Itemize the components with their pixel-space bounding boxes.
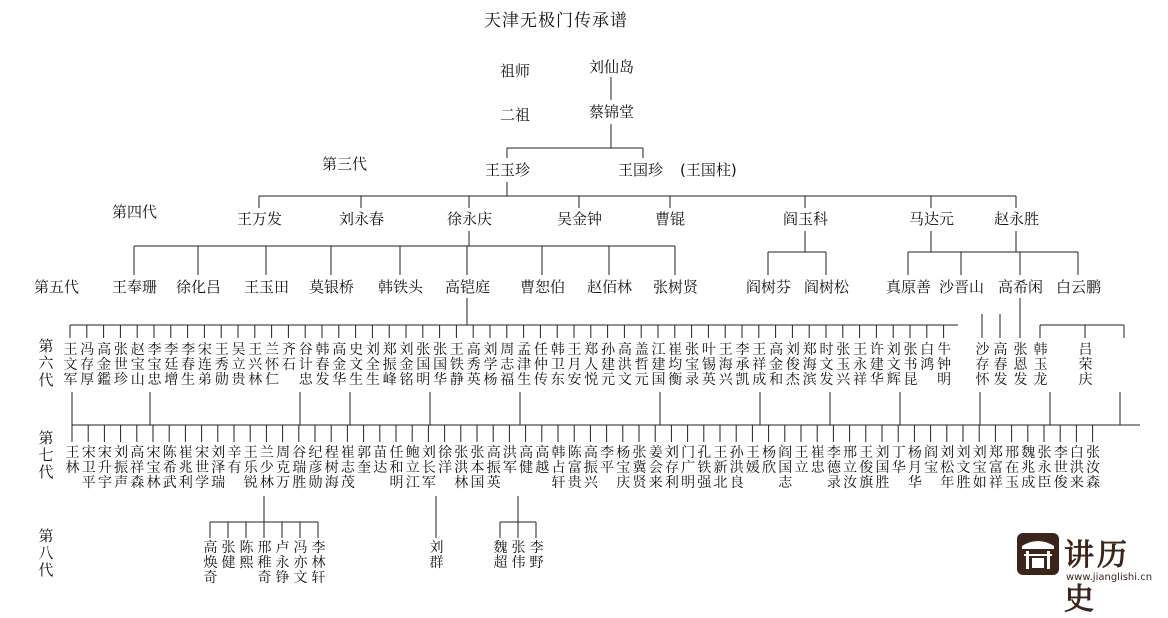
member-name: 魏兆成 xyxy=(1021,445,1036,491)
member-name: 杨宝庆 xyxy=(616,445,631,491)
gen3-member: 王玉珍 xyxy=(485,161,531,179)
member-name: 王永祥 xyxy=(853,342,868,388)
member-name: 郭奎 xyxy=(357,445,372,476)
member-name: 李德录 xyxy=(826,445,841,491)
label-fifth: 第五代 xyxy=(34,278,80,296)
member-name: 阎国志 xyxy=(778,445,793,491)
gen5-member: 莫银桥 xyxy=(309,278,355,296)
gen4-member: 王万发 xyxy=(237,210,283,228)
member-name: 王铁静 xyxy=(449,342,464,388)
member-name: 陈熙 xyxy=(239,540,254,571)
member-name: 李宝忠 xyxy=(147,342,162,388)
member-name: 王俊旗 xyxy=(859,445,874,491)
member-name: 张恩发 xyxy=(1013,342,1028,388)
member-name: 张汝森 xyxy=(1086,445,1101,491)
member-name: 杨月华 xyxy=(907,445,922,491)
member-name: 孟津生 xyxy=(517,342,532,388)
member-name: 陈富贵 xyxy=(567,445,582,491)
member-name: 任仲传 xyxy=(533,342,548,388)
member-name: 吕荣庆 xyxy=(1078,342,1093,388)
member-name: 吴立贵 xyxy=(231,342,246,388)
member-name: 刘泽瑞 xyxy=(211,445,226,491)
gen4-member: 吴金钟 xyxy=(557,210,603,228)
gen4-member: 赵永胜 xyxy=(994,210,1040,228)
member-name: 刘振声 xyxy=(114,445,129,491)
member-name: 邢立汝 xyxy=(843,445,858,491)
founder-name: 刘仙岛 xyxy=(589,58,635,76)
member-name: 冯亦文 xyxy=(293,540,308,586)
member-name: 崔兆利 xyxy=(178,445,193,491)
member-name: 苗达 xyxy=(373,445,388,476)
member-name: 王媛 xyxy=(745,445,760,476)
label-sixth: 第六代 xyxy=(38,337,54,389)
member-name: 李林轩 xyxy=(311,540,326,586)
member-name: 高金鑑 xyxy=(97,342,112,388)
member-name: 徐洋 xyxy=(438,445,453,476)
member-name: 齐石 xyxy=(281,342,296,373)
member-name: 张洪林 xyxy=(454,445,469,491)
member-name: 周克万 xyxy=(276,445,291,491)
member-name: 沙存怀 xyxy=(975,342,990,388)
member-name: 时文发 xyxy=(819,342,834,388)
member-name: 白洪来 xyxy=(1069,445,1084,491)
member-name: 盖哲元 xyxy=(634,342,649,388)
member-name: 高洪文 xyxy=(617,342,632,388)
gen4-member: 曹锟 xyxy=(655,210,686,228)
member-name: 张冀贤 xyxy=(632,445,647,491)
member-name: 高金华 xyxy=(332,342,347,388)
gen5-member: 王玉田 xyxy=(244,278,290,296)
member-name: 高祥森 xyxy=(130,445,145,491)
member-name: 高金和 xyxy=(769,342,784,388)
gen4-member: 阎玉科 xyxy=(783,210,829,228)
member-name: 陈希武 xyxy=(162,445,177,491)
member-name: 王兴林 xyxy=(248,342,263,388)
member-name: 李春生 xyxy=(181,342,196,388)
member-name: 郑振峰 xyxy=(382,342,397,388)
member-name: 叶锡英 xyxy=(701,342,716,388)
gen5-member: 曹恕伯 xyxy=(520,278,566,296)
member-name: 高春发 xyxy=(993,342,1008,388)
member-name: 张国明 xyxy=(416,342,431,388)
member-name: 崔均衡 xyxy=(668,342,683,388)
member-name: 韩卫东 xyxy=(550,342,565,388)
member-name: 纪彦勋 xyxy=(308,445,323,491)
member-name: 辛有 xyxy=(227,445,242,476)
member-name: 王秀勋 xyxy=(214,342,229,388)
member-name: 刘松年 xyxy=(940,445,955,491)
member-name: 崔志茂 xyxy=(340,445,355,491)
member-name: 刘长军 xyxy=(421,445,436,491)
member-name: 张本国 xyxy=(470,445,485,491)
gen5-member: 阎树松 xyxy=(804,278,850,296)
gen5-member: 赵佰林 xyxy=(587,278,633,296)
member-name: 张玉兴 xyxy=(836,342,851,388)
member-name: 王新北 xyxy=(713,445,728,491)
gen3-alias: (王国柱) xyxy=(680,161,737,179)
member-name: 孔铁强 xyxy=(697,445,712,491)
second-patriarch-name: 蔡锦堂 xyxy=(589,103,635,121)
member-name: 郑人悦 xyxy=(584,342,599,388)
member-name: 高振兴 xyxy=(583,445,598,491)
gen4-member: 徐永庆 xyxy=(447,210,493,228)
member-name: 谷瑞胜 xyxy=(292,445,307,491)
member-name: 王祥成 xyxy=(752,342,767,388)
gen5-member: 高希闲 xyxy=(998,278,1044,296)
member-name: 程树海 xyxy=(324,445,339,491)
member-name: 张伟 xyxy=(511,540,526,571)
gen5-member: 王奉珊 xyxy=(112,278,158,296)
member-name: 赵宝山 xyxy=(130,342,145,388)
member-name: 刘金铭 xyxy=(399,342,414,388)
member-name: 宋卫平 xyxy=(81,445,96,491)
member-name: 孙洪良 xyxy=(729,445,744,491)
member-name: 王林 xyxy=(65,445,80,476)
member-name: 刘国胜 xyxy=(875,445,890,491)
gen5-member: 阎树芬 xyxy=(746,278,792,296)
label-seventh: 第七代 xyxy=(38,429,54,481)
member-name: 高健 xyxy=(519,445,534,476)
member-name: 宋宝林 xyxy=(146,445,161,491)
member-name: 韩玉龙 xyxy=(1033,342,1048,388)
member-name: 高焕奇 xyxy=(203,540,218,586)
gen5-member: 沙晋山 xyxy=(939,278,985,296)
member-name: 李承凯 xyxy=(735,342,750,388)
gen5-member: 白云鹏 xyxy=(1056,278,1102,296)
gen4-member: 马达元 xyxy=(909,210,955,228)
member-name: 鲍立江 xyxy=(405,445,420,491)
member-name: 邢稚奇 xyxy=(257,540,272,586)
member-name: 韩占轩 xyxy=(551,445,566,491)
member-name: 宋升宇 xyxy=(97,445,112,491)
member-name: 阎宝 xyxy=(924,445,939,476)
member-name: 兰怀仁 xyxy=(265,342,280,388)
member-name: 许建华 xyxy=(869,342,884,388)
gen3-member: 王国珍 xyxy=(618,161,664,179)
member-name: 任和明 xyxy=(389,445,404,491)
member-name: 张国华 xyxy=(433,342,448,388)
gen5-member: 徐化吕 xyxy=(176,278,222,296)
member-name: 江建国 xyxy=(651,342,666,388)
member-name: 高秀英 xyxy=(466,342,481,388)
member-name: 高越 xyxy=(535,445,550,476)
label-eighth: 第八代 xyxy=(38,527,54,579)
member-name: 李平 xyxy=(600,445,615,476)
gen5-member: 真原善 xyxy=(886,278,932,296)
member-name: 白鸿 xyxy=(920,342,935,373)
gen4-member: 刘永春 xyxy=(339,210,385,228)
member-name: 张书昆 xyxy=(903,342,918,388)
member-name: 冯存厚 xyxy=(80,342,95,388)
member-name: 刘群 xyxy=(429,540,444,571)
member-name: 王海兴 xyxy=(718,342,733,388)
member-name: 刘全生 xyxy=(365,342,380,388)
member-name: 门广明 xyxy=(681,445,696,491)
gen5-member: 张树贤 xyxy=(653,278,699,296)
member-name: 牛钟明 xyxy=(937,342,952,388)
member-name: 王月安 xyxy=(567,342,582,388)
member-name: 姜会来 xyxy=(648,445,663,491)
member-name: 李野 xyxy=(529,540,544,571)
member-name: 刘文胜 xyxy=(956,445,971,491)
member-name: 丁华 xyxy=(891,445,906,476)
member-name: 洪军 xyxy=(502,445,517,476)
member-name: 韩春发 xyxy=(315,342,330,388)
member-name: 王文军 xyxy=(63,342,78,388)
member-name: 杨欣 xyxy=(762,445,777,476)
member-name: 李世俊 xyxy=(1053,445,1068,491)
member-name: 刘存利 xyxy=(664,445,679,491)
gen5-member: 高铠庭 xyxy=(445,278,491,296)
member-name: 李廷增 xyxy=(164,342,179,388)
member-name: 魏超 xyxy=(493,540,508,571)
member-name: 王乐锐 xyxy=(243,445,258,491)
label-fourth: 第四代 xyxy=(112,203,158,221)
chart-title: 天津无极门传承谱 xyxy=(484,11,628,31)
watermark-url: www.jianglishi.cn xyxy=(1066,572,1153,583)
member-name: 谷计忠 xyxy=(298,342,313,388)
member-name: 王立 xyxy=(794,445,809,476)
pavilion-logo-icon xyxy=(1016,532,1060,576)
member-name: 崔忠 xyxy=(810,445,825,476)
gen5-member: 韩铁头 xyxy=(378,278,424,296)
watermark-name: 讲历史 xyxy=(1064,538,1130,617)
member-name: 张世珍 xyxy=(113,342,128,388)
member-name: 邢在玉 xyxy=(1005,445,1020,491)
label-third: 第三代 xyxy=(322,155,368,173)
label-second: 二祖 xyxy=(500,106,531,124)
watermark xyxy=(1010,526,1162,617)
member-name: 高振英 xyxy=(486,445,501,491)
member-name: 郑海滨 xyxy=(802,342,817,388)
label-founder: 祖师 xyxy=(500,62,531,80)
member-name: 孙建元 xyxy=(601,342,616,388)
member-name: 史文生 xyxy=(349,342,364,388)
member-name: 郑富祥 xyxy=(988,445,1003,491)
member-name: 刘学杨 xyxy=(483,342,498,388)
member-name: 宋世学 xyxy=(195,445,210,491)
member-name: 周志福 xyxy=(500,342,515,388)
member-name: 宋连弟 xyxy=(197,342,212,388)
member-name: 张宝录 xyxy=(685,342,700,388)
member-name: 兰少林 xyxy=(259,445,274,491)
member-name: 卢永铮 xyxy=(275,540,290,586)
member-name: 刘文辉 xyxy=(886,342,901,388)
member-name: 刘宝如 xyxy=(972,445,987,491)
member-name: 张健 xyxy=(221,540,236,571)
member-name: 张永臣 xyxy=(1037,445,1052,491)
member-name: 刘俊杰 xyxy=(785,342,800,388)
